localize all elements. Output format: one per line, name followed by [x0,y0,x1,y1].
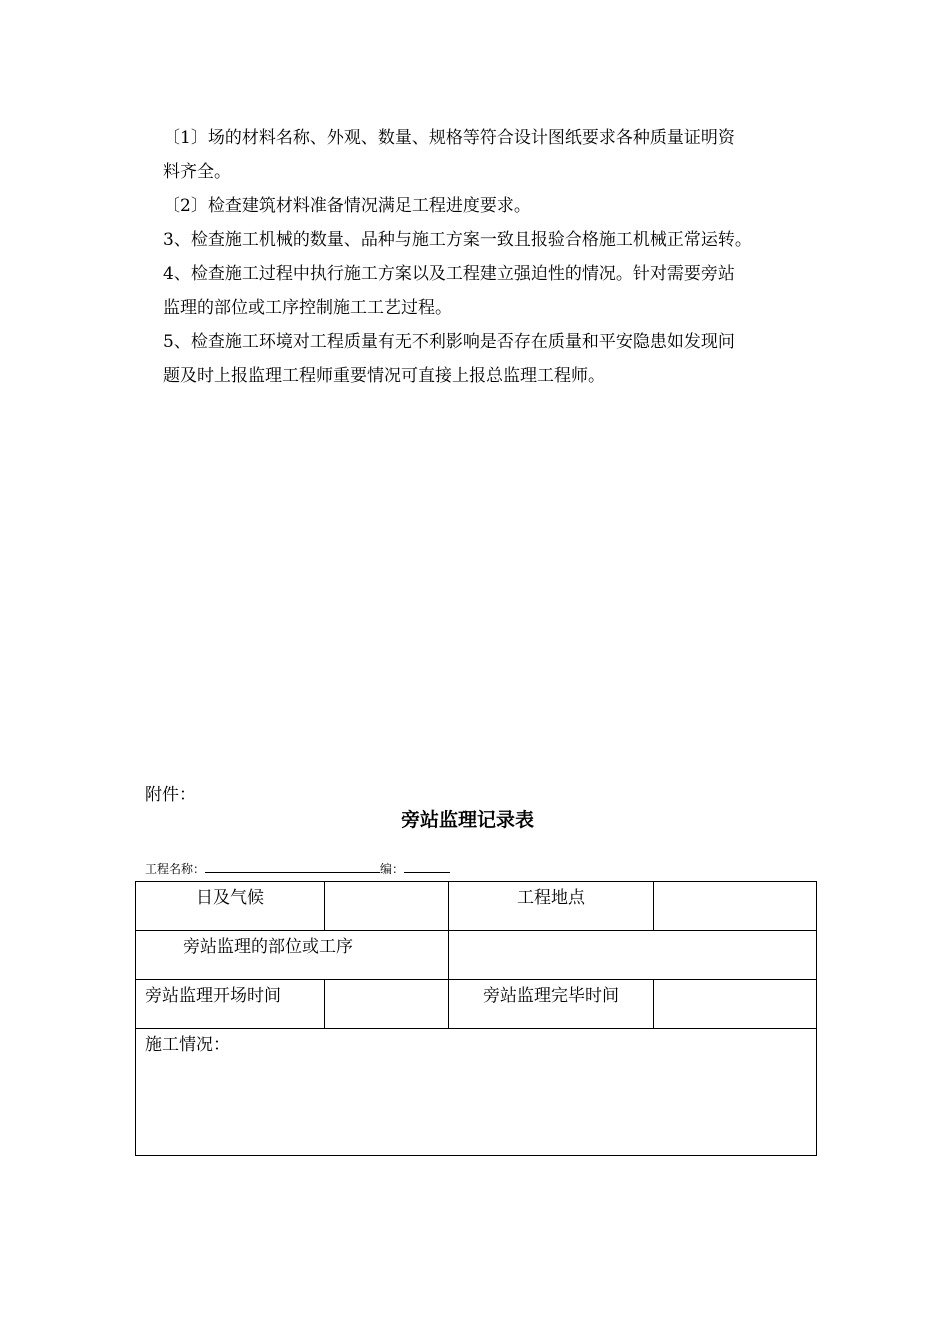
form-meta-line [145,860,450,877]
number-blank[interactable] [404,860,450,873]
record-table [135,881,817,1156]
start-time-value[interactable] [325,980,449,1029]
end-time-value[interactable] [654,980,817,1029]
part-label: 旁站监理的部位或工序 [136,931,449,980]
paragraph-line: 料齐全。 [163,162,231,182]
end-time-label: 旁站监理完毕时间 [449,980,654,1029]
start-time-label: 旁站监理开场时间 [136,980,325,1029]
paragraph-line: 4、检查施工过程中执行施工方案以及工程建立强迫性的情况。针对需要旁站 [163,264,735,284]
attachment-label: 附件： [145,785,196,805]
paragraph-line: 〔1〕场的材料名称、外观、数量、规格等符合设计图纸要求各种质量证明资 [163,128,735,148]
table-row [136,980,817,1029]
project-name-label: 工程名称： [145,862,206,876]
paragraph-line: 监理的部位或工序控制施工工艺过程。 [163,298,452,318]
part-value[interactable] [449,931,817,980]
table-row [136,931,817,980]
construction-label: 施工情况： [145,1035,230,1055]
location-label: 工程地点 [449,882,654,931]
date-weather-label: 日及气候 [136,882,325,931]
paragraph-line: 5、检查施工环境对工程质量有无不利影响是否存在质量和平安隐患如发现问 [163,332,735,352]
paragraph-line: 题及时上报监理工程师重要情况可直接上报总监理工程师。 [163,366,605,386]
number-label: 编： [380,862,405,876]
table-row [136,882,817,931]
date-weather-value[interactable] [325,882,449,931]
form-title: 旁站监理记录表 [400,809,534,831]
inspection-text [163,121,823,393]
project-name-blank[interactable] [205,860,380,873]
paragraph-line: 3、检查施工机械的数量、品种与施工方案一致且报验合格施工机械正常运转。 [163,230,752,250]
table-row [136,1029,817,1156]
construction-section[interactable] [136,1029,817,1156]
paragraph-line: 〔2〕检查建筑材料准备情况满足工程进度要求。 [163,196,531,216]
location-value[interactable] [654,882,817,931]
